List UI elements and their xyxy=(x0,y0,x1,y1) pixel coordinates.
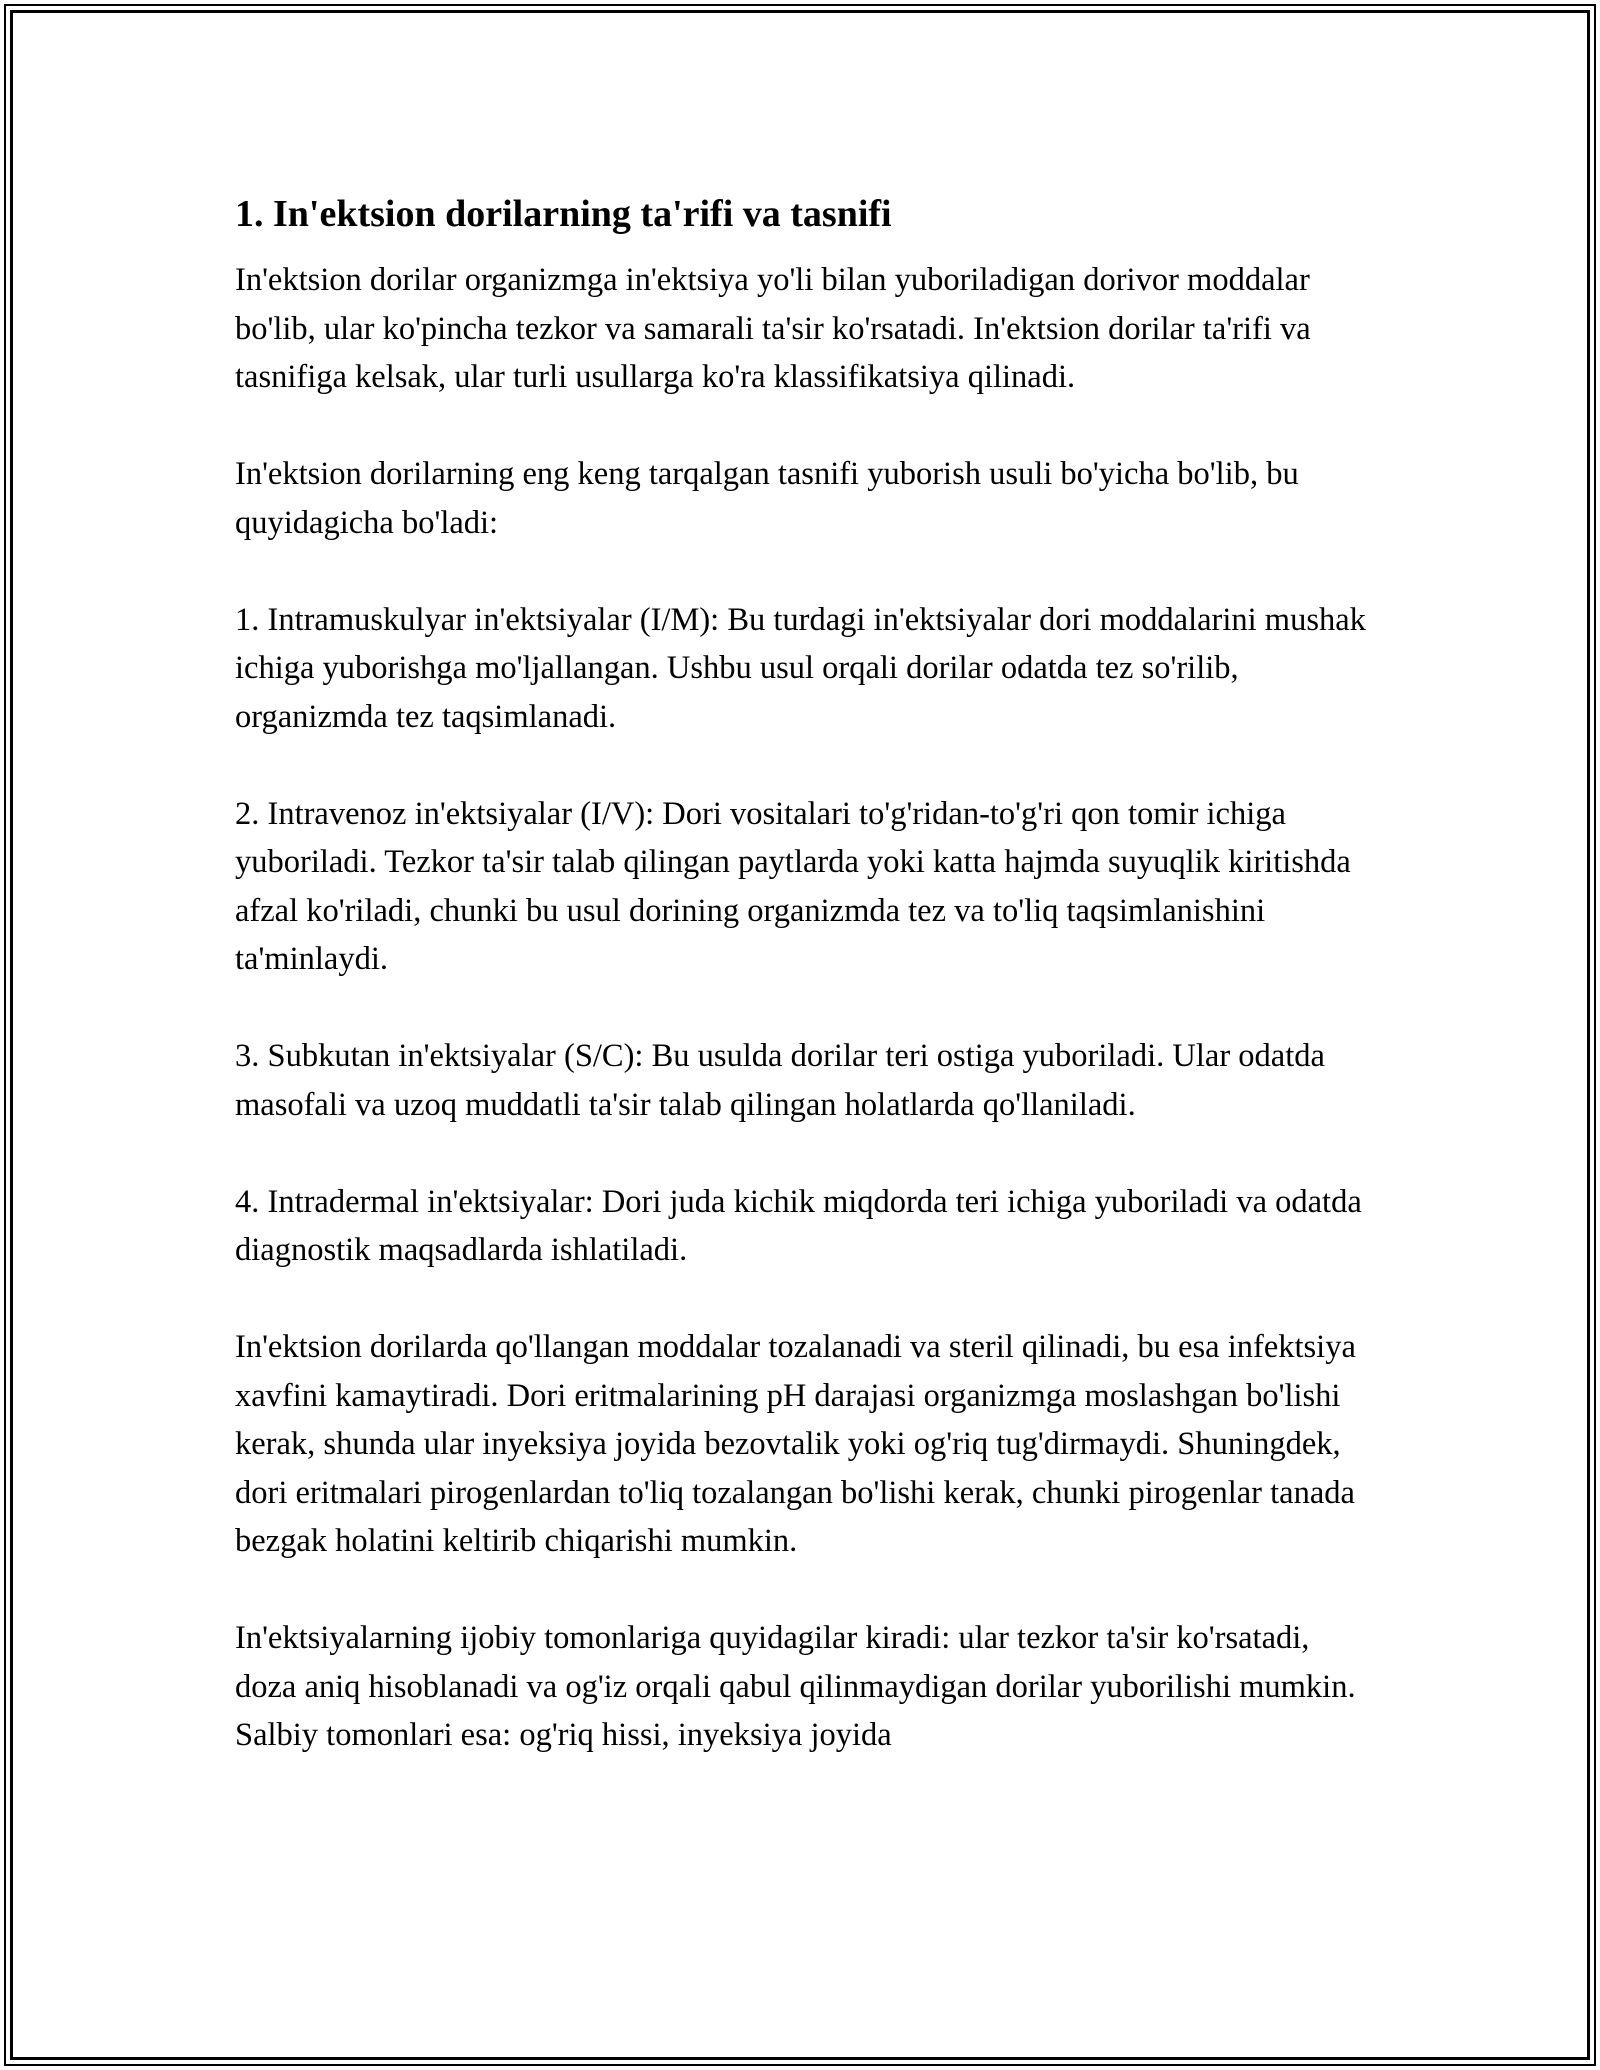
paragraph-intramuscular: 1. Intramuskulyar in'ektsiyalar (I/M): Bu turdagi in'ektsiyalar dori moddalarini mushak ichiga yuborishga mo'ljallangan. Ushbu usul orqali dorilar odatda tez so'rilib, organizmda tez taqsimlanadi. xyxy=(235,601,1366,735)
paragraph-intradermal: 4. Intradermal in'ektsiyalar: Dori juda kichik miqdorda teri ichiga yuboriladi va odatda diagnostik maqsadlarda ishlatiladi. xyxy=(235,1183,1362,1268)
paragraph-subcutaneous: 3. Subkutan in'ektsiyalar (S/C): Bu usulda dorilar teri ostiga yuboriladi. Ular odatda masofali va uzoq muddatli ta'sir talab qilingan holatlarda qo'llaniladi. xyxy=(235,1038,1325,1123)
document-body xyxy=(235,186,1370,1760)
paragraph-definition: In'ektsion dorilar organizmga in'ektsiya yo'li bilan yuboriladigan dorivor moddalar bo'lib, ular ko'pincha tezkor va samarali ta'sir ko'rsatadi. In'ektsion dorilar ta'rifi va tasnifiga kelsak, ular turli usullarga ko'ra klassifikatsiya qilinadi. xyxy=(235,262,1311,395)
paragraph-intravenous: 2. Intravenoz in'ektsiyalar (I/V): Dori vositalari to'g'ridan-to'g'ri qon tomir ichiga yuboriladi. Tezkor ta'sir talab qilingan paytlarda yoki katta hajmda suyuqlik kiritishda afzal ko'riladi, chunki bu usul dorining organizmda tez va to'liq taqsimlanishini ta'minlaydi. xyxy=(235,795,1351,977)
paragraph-pros-cons: In'ektsiyalarning ijobiy tomonlariga quyidagilar kiradi: ular tezkor ta'sir ko'rsatadi, doza aniq hisoblanadi va og'iz orqali qabul qilinmaydigan dorilar yuborilishi mumkin. Salbiy tomonlari esa: og'riq hissi, inyeksiya joyida xyxy=(235,1620,1356,1753)
paragraph-sterility: In'ektsion dorilarda qo'llangan moddalar tozalanadi va steril qilinadi, bu esa infektsiya xavfini kamaytiradi. Dori eritmalarining pH darajasi organizmga moslashgan bo'lishi kerak, shunda ular inyeksiya joyida bezovtalik yoki og'riq tug'dirmaydi. Shuningdek, dori eritmalari pirogenlardan to'liq tozalangan bo'lishi kerak, chunki pirogenlar tanada bezgak holatini keltirib chiqarishi mumkin. xyxy=(235,1329,1356,1559)
section-heading: 1. In'ektsion dorilarning ta'rifi va tasnifi xyxy=(235,193,892,235)
paragraph-classification-intro: In'ektsion dorilarning eng keng tarqalgan tasnifi yuborish usuli bo'yicha bo'lib, bu quyidagicha bo'ladi: xyxy=(235,456,1299,541)
